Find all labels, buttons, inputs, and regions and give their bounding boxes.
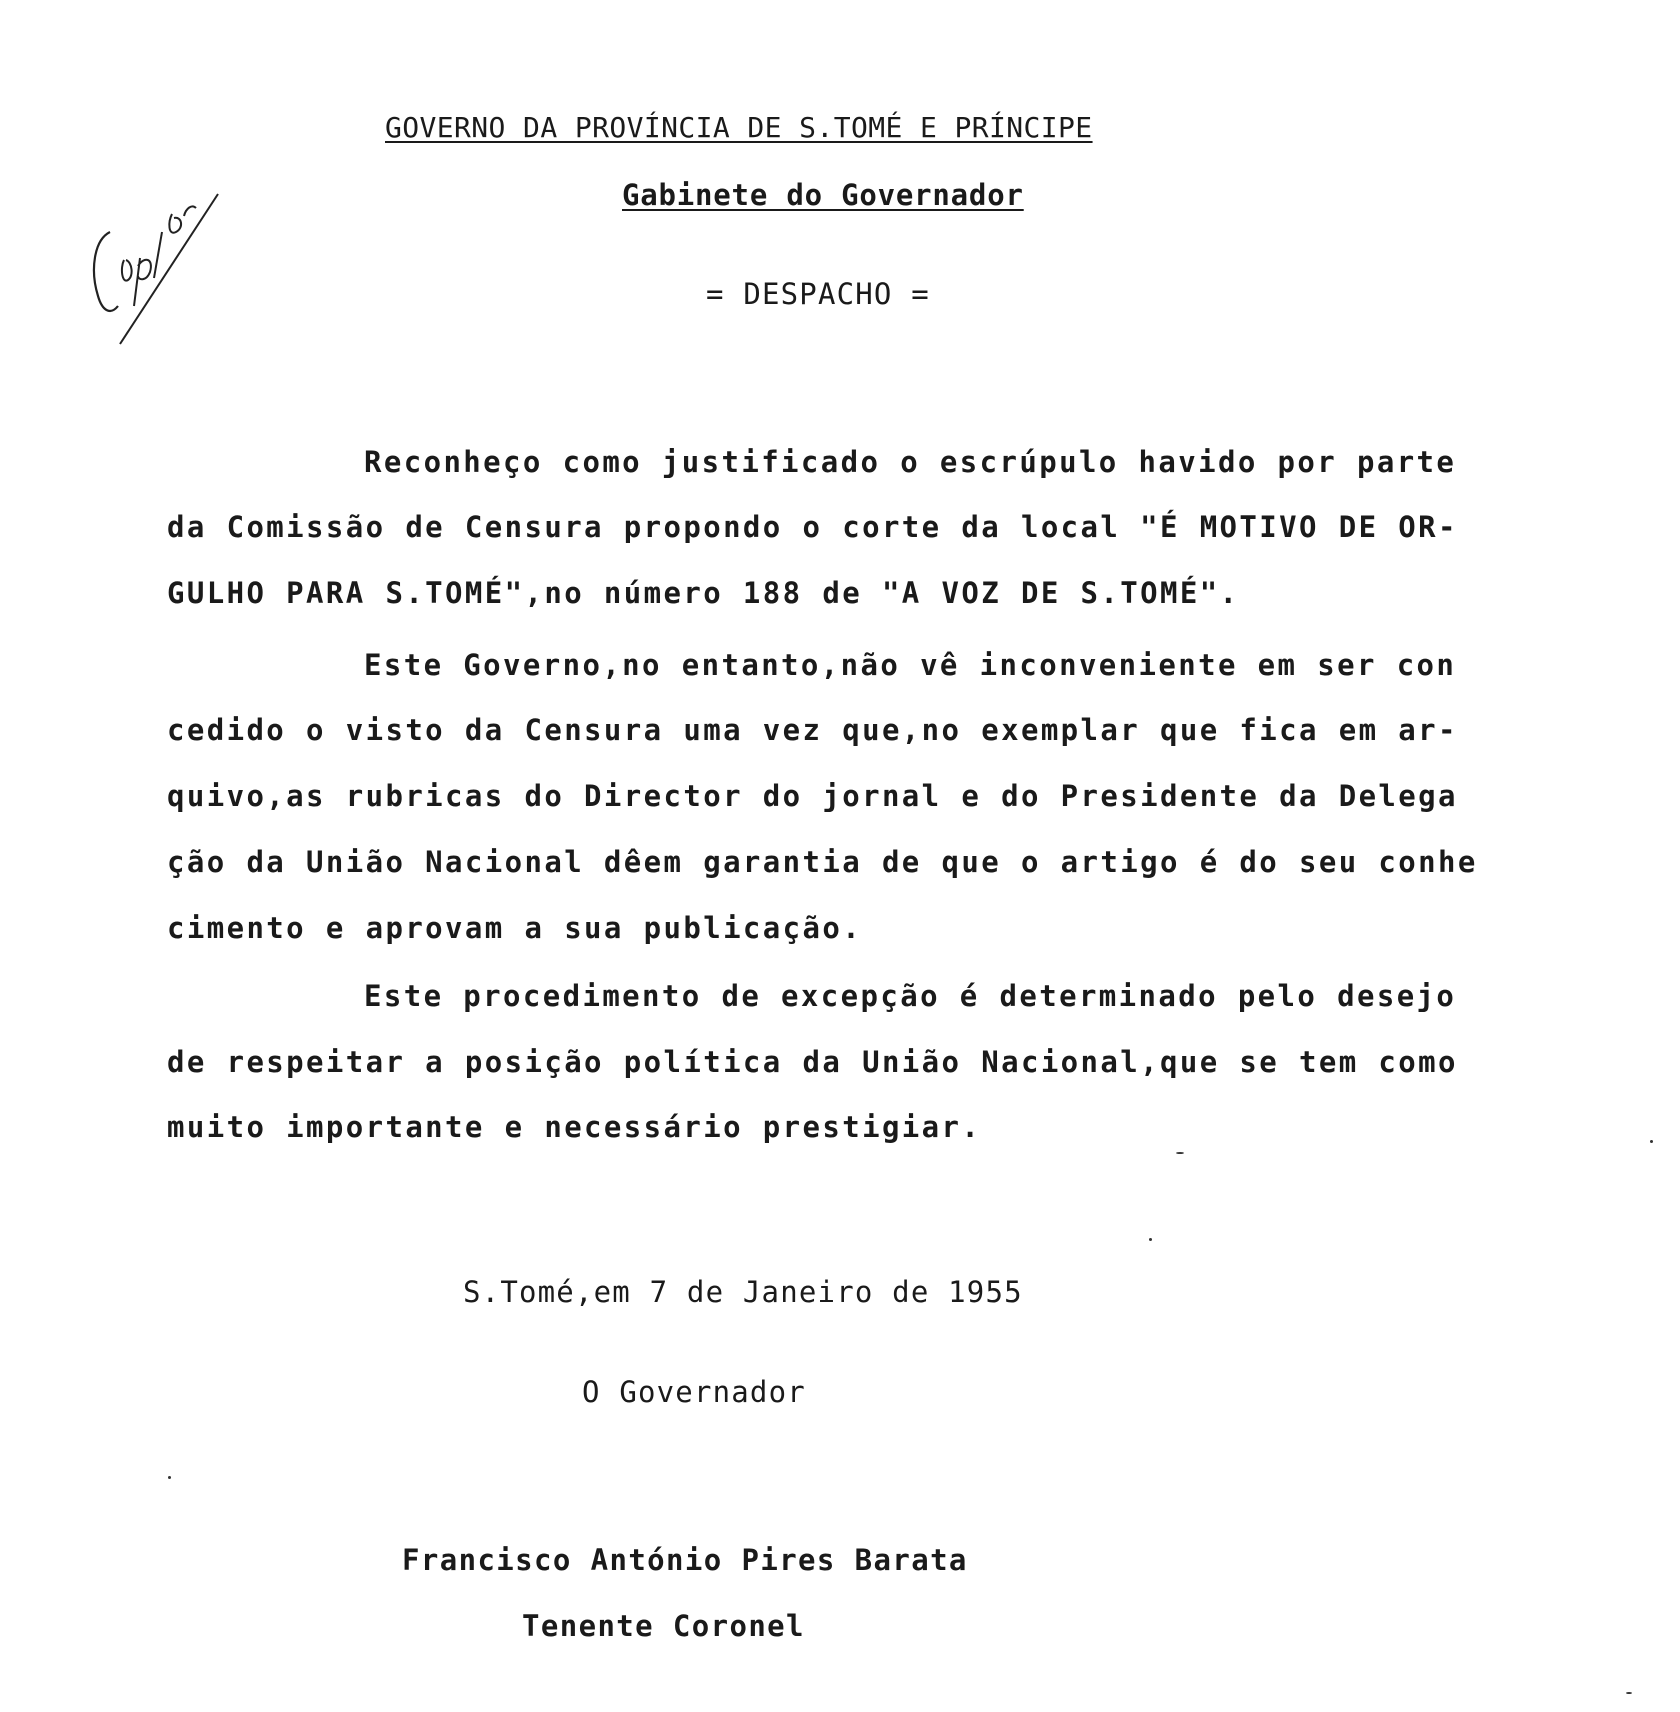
paragraph-3-line: muito importante e necessário prestigiar. xyxy=(167,1110,982,1144)
signer-role: O Governador xyxy=(582,1375,806,1409)
paragraph-3-line: Este procedimento de excepção é determinado pelo desejo xyxy=(364,979,1457,1013)
paragraph-2-line: cedido o visto da Censura uma vez que,no exemplar que fica em ar- xyxy=(167,713,1458,747)
signer-name: Francisco António Pires Barata xyxy=(402,1543,968,1577)
paragraph-1-line: da Comissão de Censura propondo o corte da local "É MOTIVO DE OR- xyxy=(167,510,1458,544)
paragraph-3-line: de respeitar a posição política da União Nacional,que se tem como xyxy=(167,1045,1458,1079)
office-heading: Gabinete do Governador xyxy=(622,178,1024,212)
copia-text: Cópia xyxy=(88,173,137,192)
scan-speck xyxy=(1176,1152,1184,1154)
scan-speck xyxy=(1149,1238,1152,1241)
paragraph-2-line: quivo,as rubricas do Director do jornal e do Presidente da Delega xyxy=(167,779,1458,813)
paragraph-2-line: cimento e aprovam a sua publicação. xyxy=(167,911,863,945)
scan-speck xyxy=(1650,1140,1653,1143)
government-heading: GOVERNO DA PROVÍNCIA DE S.TOMÉ E PRÍNCIPE xyxy=(385,111,1093,144)
place-date: S.Tomé,em 7 de Janeiro de 1955 xyxy=(463,1275,1023,1309)
handwritten-copia-annotation xyxy=(88,173,228,348)
paragraph-2-line: Este Governo,no entanto,não vê inconveniente em ser con xyxy=(364,648,1457,682)
paragraph-2-line: ção da União Nacional dêem garantia de que o artigo é do seu conhe xyxy=(167,845,1478,879)
scan-speck xyxy=(168,1476,171,1479)
document-type-heading: = DESPACHO = xyxy=(706,277,930,311)
scan-speck xyxy=(1626,1692,1632,1694)
signer-rank: Tenente Coronel xyxy=(522,1609,805,1643)
paragraph-1-line: Reconheço como justificado o escrúpulo havido por parte xyxy=(364,445,1457,479)
paragraph-1-line: GULHO PARA S.TOMÉ",no número 188 de "A VOZ DE S.TOMÉ". xyxy=(167,576,1240,610)
